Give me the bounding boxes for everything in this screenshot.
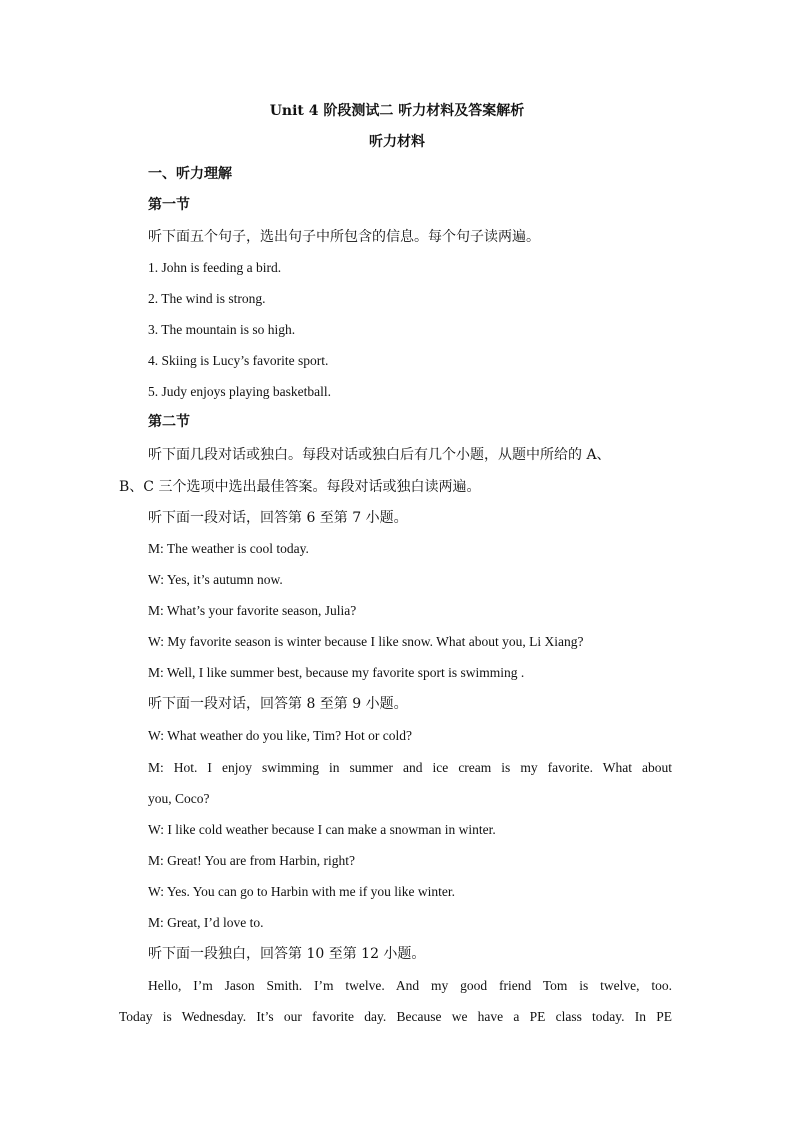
dialog-intro: 听下面一段对话，回答第 8 至第 9 小题。 [148,696,408,712]
sentence-item: 4. Skiing is Lucy’s favorite sport. [148,353,329,368]
dialog-line: W: I like cold weather because I can make a snowman in winter. [148,822,496,837]
dialog-line: M: Well, I like summer best, because my favorite sport is swimming . [148,665,525,680]
dialog-line: you, Coco? [148,791,210,806]
monologue-intro: 听下面一段独白，回答第 10 至第 12 小题。 [148,946,426,962]
document-subtitle: 听力材料 [369,134,425,150]
sentence-item: 3. The mountain is so high. [148,322,296,337]
instruction-text: 听下面几段对话或独白。每段对话或独白后有几个小题，从题中所给的 A、 [148,447,611,463]
instruction-text: 听下面五个句子，选出句子中所包含的信息。每个句子读两遍。 [148,229,540,245]
monologue-line: Hello, I’m Jason Smith. I’m twelve. And my good friend Tom is twelve, too. [148,978,672,993]
dialog-line: W: Yes, it’s autumn now. [148,572,283,587]
dialog-line: M: Great, I’d love to. [148,915,264,930]
dialog-line: W: What weather do you like, Tim? Hot or cold? [148,728,412,743]
dialog-line: W: Yes. You can go to Harbin with me if you like winter. [148,884,455,899]
section-heading: 一、听力理解 [148,166,232,182]
sentence-item: 5. Judy enjoys playing basketball. [148,384,331,399]
dialog-line: M: The weather is cool today. [148,541,309,556]
dialog-intro: 听下面一段对话，回答第 6 至第 7 小题。 [148,510,408,526]
instruction-text: B、C 三个选项中选出最佳答案。每段对话或独白读两遍。 [119,479,481,495]
dialog-line: M: What’s your favorite season, Julia? [148,603,357,618]
dialog-line: W: My favorite season is winter because I like snow. What about you, Li Xiang? [148,634,584,649]
dialog-line: M: Hot. I enjoy swimming in summer and ice cream is my favorite. What about [148,760,672,775]
part-heading: 第二节 [148,414,190,430]
sentence-item: 2. The wind is strong. [148,291,266,306]
monologue-line: Today is Wednesday. It’s our favorite day. Because we have a PE class today. In PE [119,1009,672,1024]
dialog-line: M: Great! You are from Harbin, right? [148,853,355,868]
sentence-item: 1. John is feeding a bird. [148,260,282,275]
document-title: Unit 4 阶段测试二 听力材料及答案解析 [269,103,525,119]
part-heading: 第一节 [148,197,190,213]
